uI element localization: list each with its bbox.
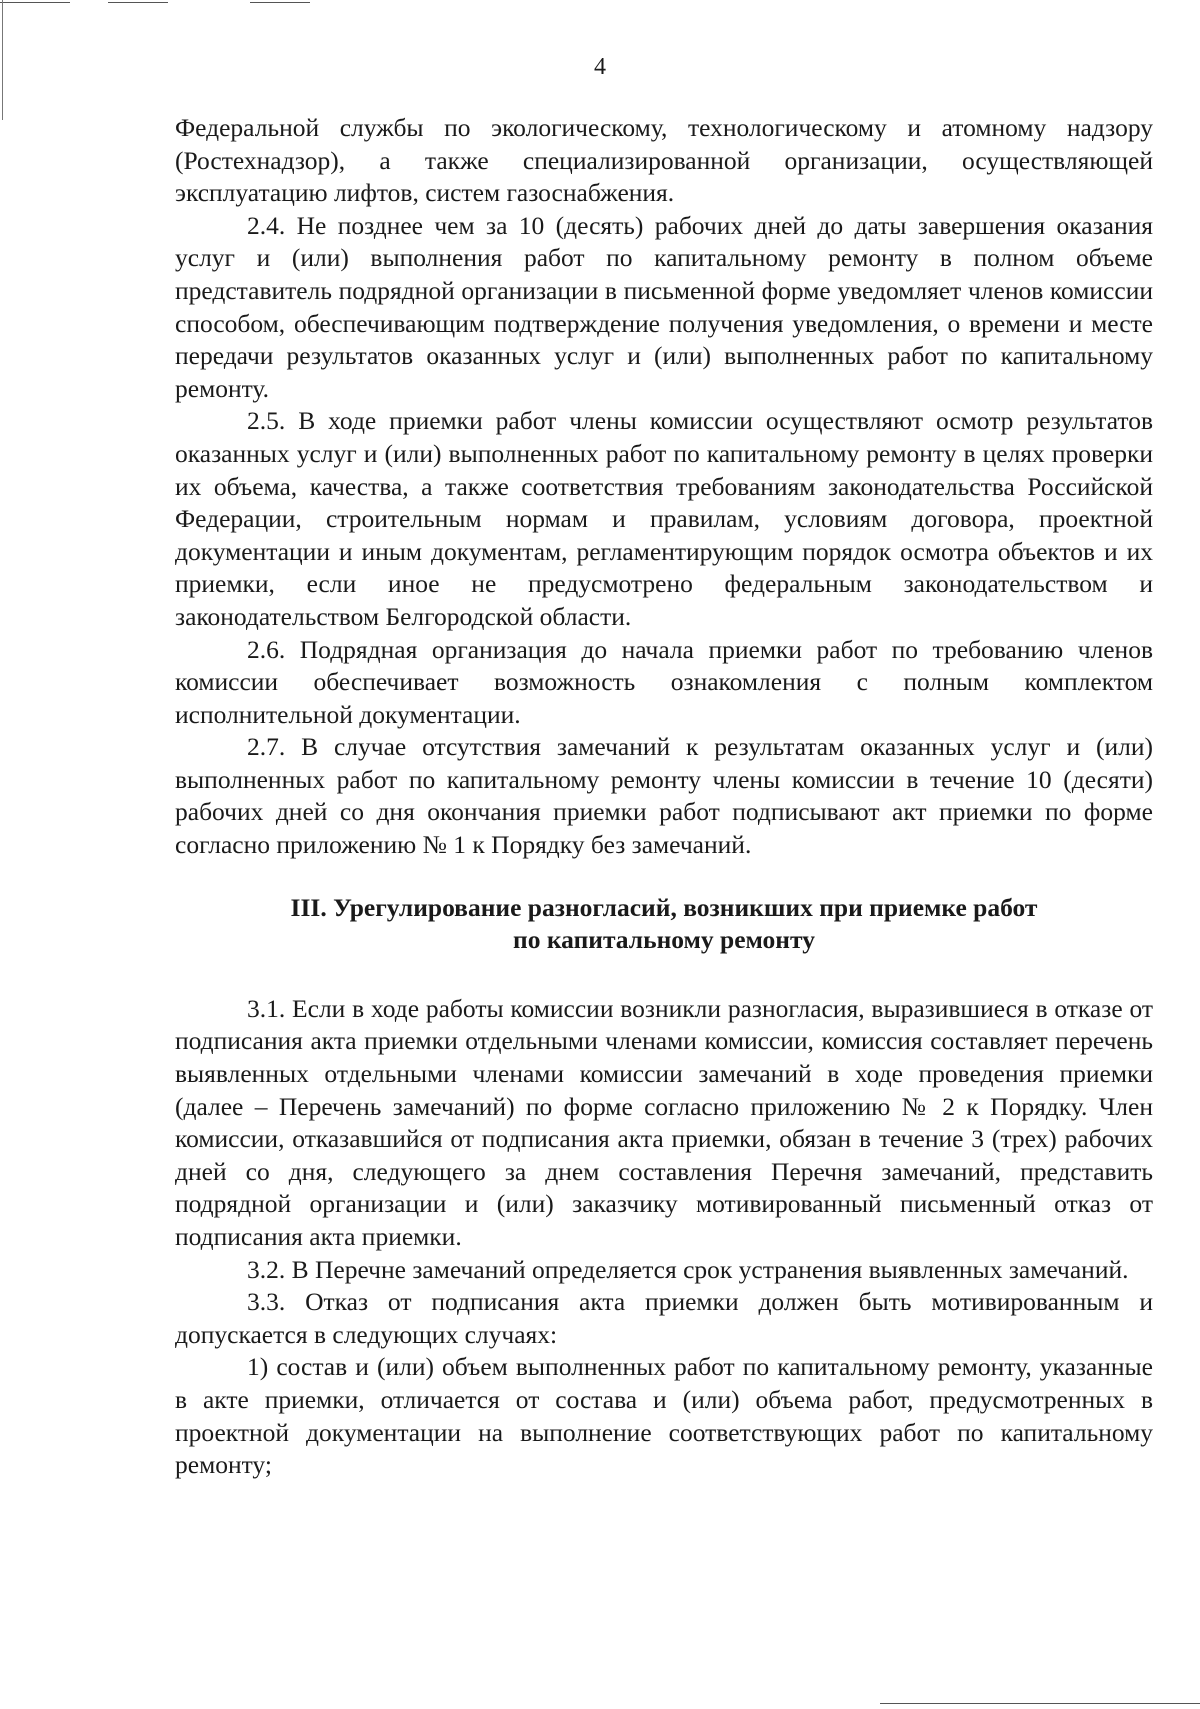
paragraph-3-3: 3.3. Отказ от подписания акта приемки должен быть мотивированным и допускается в следующих случаях: bbox=[175, 1287, 1153, 1349]
paragraph-3-3-item-1: 1) состав и (или) объем выполненных работ по капитальному ремонту, указанные в акте приемки, отличается от состава и (или) объема работ, предусмотренных в проектной документации на выполнение соответствующих работ по капитальному ремонту; bbox=[175, 1352, 1153, 1480]
document-body bbox=[175, 112, 1153, 1482]
section-heading-line-1: III. Урегулирование разногласий, возникших при приемке работ bbox=[290, 892, 1038, 922]
paragraph-3-1: 3.1. Если в ходе работы комиссии возникли разногласия, выразившиеся в отказе от подписания акта приемки отдельными членами комиссии, комиссия составляет перечень выявленных отдельными членами комиссии замечаний в ходе проведения приемки (далее – Перечень замечаний) по форме согласно приложению № 2 к Порядку. Член комиссии, отказавшийся от подписания акта приемки, обязан в течение 3 (трех) рабочих дней со дня, следующего за днем составления Перечня замечаний, представить подрядной организации и (или) заказчику мотивированный письменный отказ от подписания акта приемки. bbox=[175, 993, 1153, 1251]
paragraph-3-2: 3.2. В Перечне замечаний определяется срок устранения выявленных замечаний. bbox=[247, 1254, 1129, 1284]
paragraph-2-4: 2.4. Не позднее чем за 10 (десять) рабочих дней до даты завершения оказания услуг и (или) выполнения работ по капитальному ремонту в полном объеме представитель подрядной организации в письменной форме уведомляет членов комиссии способом, обеспечивающим подтверждение получения уведомления, о времени и месте передачи результатов оказанных услуг и (или) выполненных работ по капитальному ремонту. bbox=[175, 210, 1153, 403]
paragraph-2-5: 2.5. В ходе приемки работ члены комиссии осуществляют осмотр результатов оказанных услуг и (или) выполненных работ по капитальному ремонту в целях проверки их объема, качества, а также соответствия требованиям законодательства Российской Федерации, строительным нормам и правилам, условиям договора, проектной документации и иным документам, регламентирующим порядок осмотра объектов и их приемки, если иное не предусмотрено федеральным законодательством и законодательством Белгородской области. bbox=[175, 406, 1153, 631]
section-heading-line-2: по капитальному ремонту bbox=[513, 925, 815, 955]
scan-artifact-line bbox=[250, 2, 310, 3]
paragraph-2-7: 2.7. В случае отсутствия замечаний к результатам оказанных услуг и (или) выполненных работ по капитальному ремонту члены комиссии в течение 10 (десяти) рабочих дней со дня окончания приемки работ подписывают акт приемки по форме согласно приложению № 1 к Порядку без замечаний. bbox=[175, 732, 1153, 860]
scan-artifact-line bbox=[880, 1703, 1200, 1704]
paragraph-continuation: Федеральной службы по экологическому, технологическому и атомному надзору (Ростехнадзор), а также специализированной организации, осуществляющей эксплуатацию лифтов, систем газоснабжения. bbox=[175, 113, 1153, 208]
paragraph-2-6: 2.6. Подрядная организация до начала приемки работ по требованию членов комиссии обеспечивает возможность ознакомления с полным комплектом исполнительной документации. bbox=[175, 634, 1153, 729]
scan-artifact-line bbox=[0, 2, 70, 3]
scan-artifact-line bbox=[108, 2, 168, 3]
section-heading bbox=[175, 892, 1153, 957]
page-number: 4 bbox=[594, 54, 606, 80]
